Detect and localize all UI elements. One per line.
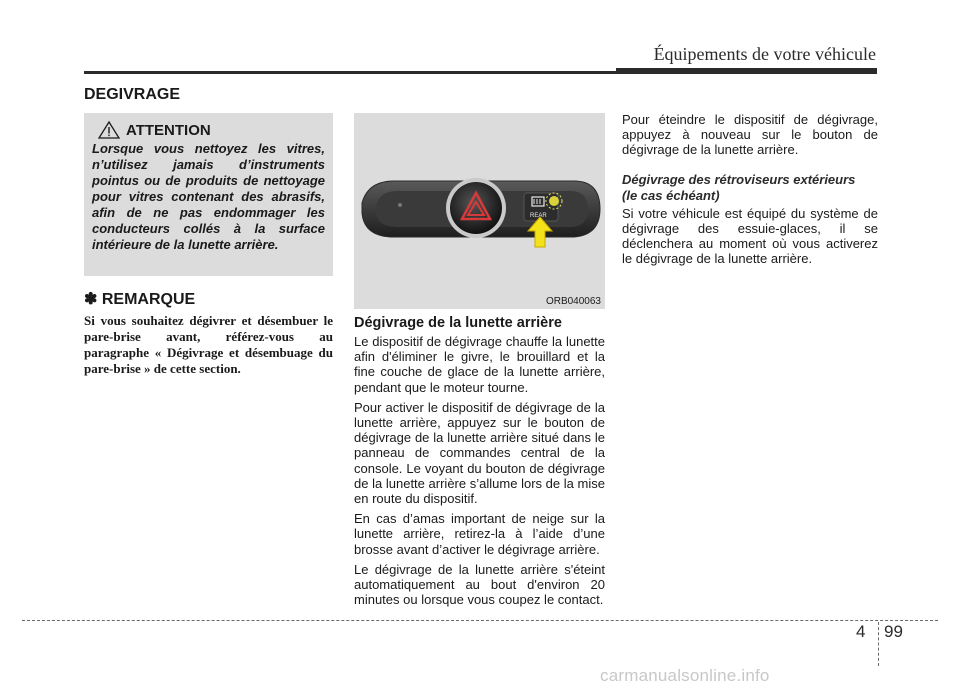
defroster-photo bbox=[354, 113, 605, 309]
remarque-text: Si vous souhaitez dégivrer et désembuer le pare-brise avant, référez-vous au paragraphe « Dégivrage et désembuage du pare-brise » de cette section. bbox=[84, 313, 333, 376]
page-number: 99 bbox=[884, 622, 903, 641]
attention-title: ATTENTION bbox=[126, 121, 211, 139]
footer-divider bbox=[878, 622, 879, 666]
rear-defrost-paragraph-2: Pour activer le dispositif de dégivrage de la lunette arrière, appuyez sur le bouton de dégivrage de la lunette arrière situé dans le panneau de commandes central de la console. Le voyant du bouton de dégivrage de la lunette arrière s’allume lors de la mise en route du dispositif. bbox=[354, 399, 605, 507]
remarque-symbol: ✽ bbox=[84, 291, 98, 308]
attention-box bbox=[84, 113, 333, 276]
remarque-heading bbox=[84, 289, 195, 309]
rear-defrost-paragraph-4: Le dégivrage de la lunette arrière s'éteint automatiquement au bout d'environ 20 minutes ou lorsque vous coupez le contact. bbox=[354, 561, 605, 608]
watermark: carmanualsonline.info bbox=[600, 666, 770, 685]
mirror-defrost-section bbox=[622, 112, 878, 271]
warning-icon bbox=[98, 121, 120, 139]
page-header-title: Équipements de votre véhicule bbox=[653, 44, 876, 64]
turn-off-paragraph: Pour éteindre le dispositif de dégivrage, appuyez à nouveau sur le bouton de dégivrage de la lunette arrière. bbox=[622, 112, 878, 158]
rear-defrost-title: Dégivrage de la lunette arrière bbox=[354, 315, 562, 331]
chapter-number: 4 bbox=[856, 622, 866, 641]
rear-defrost-paragraph-3: En cas d’amas important de neige sur la lunette arrière, retirez-la à l’aide d’une brosse avant d’activer le dégivrage arrière. bbox=[354, 511, 605, 557]
console-illustration bbox=[354, 113, 605, 309]
rear-defrost-section bbox=[354, 315, 605, 612]
footer-rule bbox=[22, 620, 938, 621]
mirror-defrost-paragraph: Si votre véhicule est équipé du système de dégivrage des essuie-glaces, il se déclenchera au moment où vous activerez le dégivrage de la lunette arrière. bbox=[622, 205, 878, 267]
header-rule-accent bbox=[616, 68, 877, 74]
mirror-defrost-title: Dégivrage des rétroviseurs extérieurs bbox=[622, 171, 856, 187]
attention-text: Lorsque vous nettoyez les vitres, n’utilisez jamais d’instruments pointus ou de produits de nettoyage pour vitres contenant des abrasifs, afin de ne pas endommager les conducteurs collés à la surface intérieure de la lunette arrière. bbox=[92, 141, 325, 252]
rear-button-label: REAR bbox=[530, 213, 547, 219]
remarque-title: REMARQUE bbox=[101, 291, 196, 308]
photo-reference: ORB040063 bbox=[545, 296, 601, 307]
section-title: DEGIVRAGE bbox=[84, 86, 181, 103]
attention-header bbox=[98, 121, 325, 139]
mirror-defrost-subtitle: (le cas échéant) bbox=[622, 187, 720, 203]
rear-defrost-paragraph-1: Le dispositif de dégivrage chauffe la lunette afin d'éliminer le givre, le brouillard et la fine couche de glace de la lunette arrière, pendant que le moteur tourne. bbox=[354, 334, 605, 395]
